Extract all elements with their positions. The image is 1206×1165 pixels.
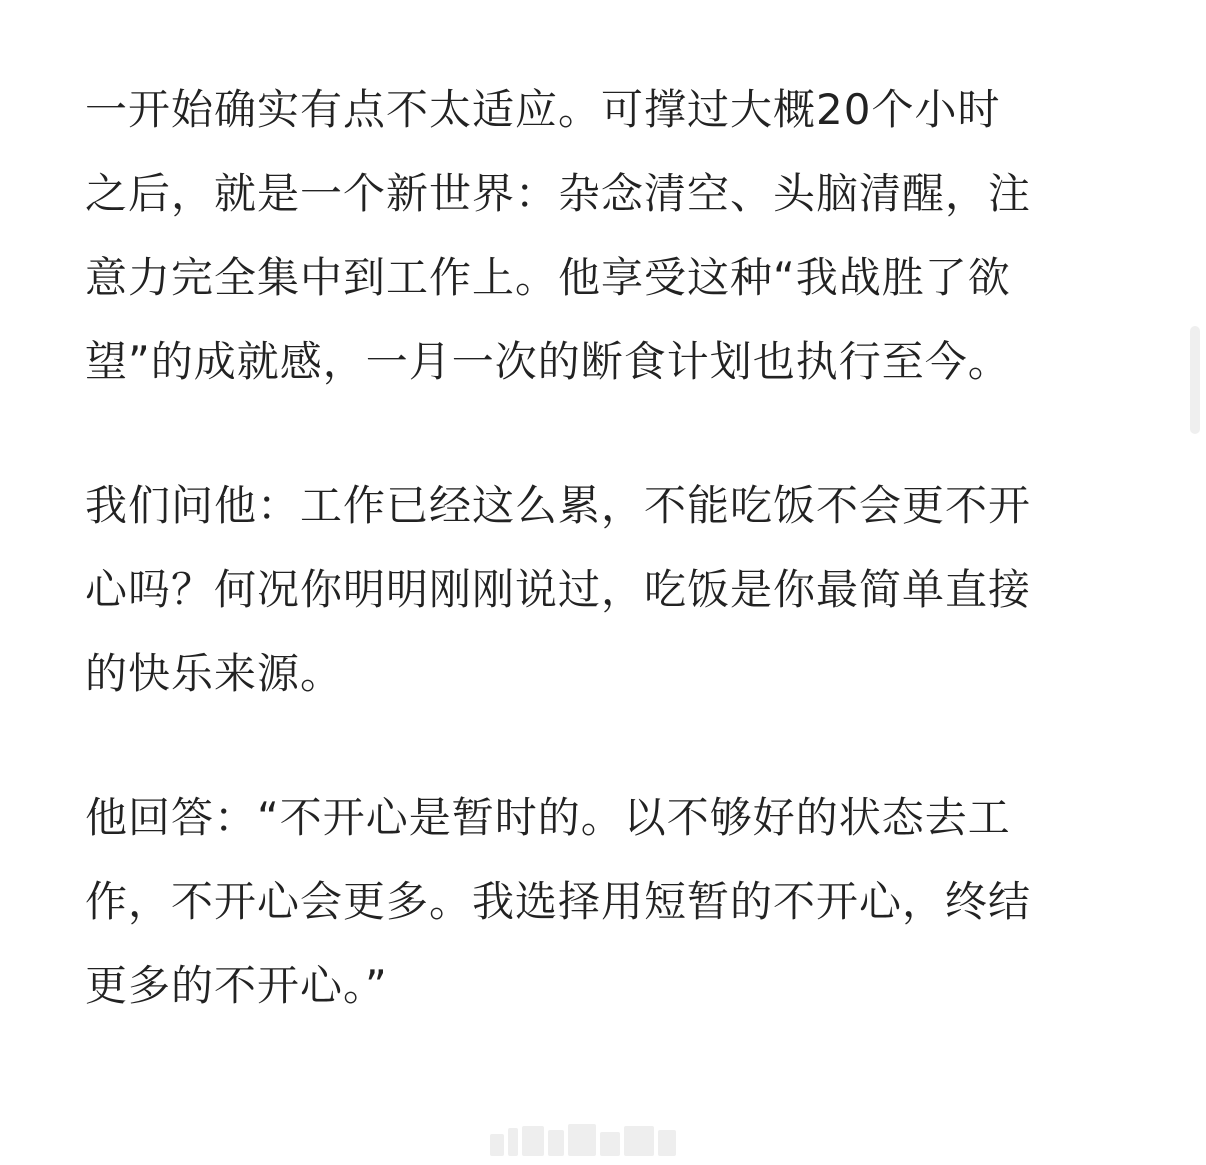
text-line: 他回答：“不开心是暂时的。以不够好的状态去工 bbox=[85, 793, 1011, 842]
watermark-logo bbox=[490, 1124, 720, 1156]
article-body bbox=[85, 68, 1125, 1028]
scrollbar-thumb[interactable] bbox=[1190, 326, 1200, 434]
paragraph-3 bbox=[85, 776, 1125, 1028]
text-line: 一开始确实有点不太适应。可撑过大概20个小时 bbox=[85, 85, 1001, 134]
paragraph-2 bbox=[85, 464, 1125, 716]
text-line: 作，不开心会更多。我选择用短暂的不开心，终结 bbox=[85, 877, 1032, 926]
text-line: 意力完全集中到工作上。他享受这种“我战胜了欲 bbox=[85, 253, 1011, 302]
text-line: 心吗？何况你明明刚刚说过，吃饭是你最简单直接 bbox=[85, 565, 1032, 614]
paragraph-1 bbox=[85, 68, 1125, 404]
text-line: 我们问他：工作已经这么累，不能吃饭不会更不开 bbox=[85, 481, 1032, 530]
text-line: 望”的成就感，一月一次的断食计划也执行至今。 bbox=[85, 337, 1011, 386]
text-line: 更多的不开心。” bbox=[85, 961, 388, 1010]
text-line: 的快乐来源。 bbox=[85, 649, 344, 698]
text-line: 之后，就是一个新世界：杂念清空、头脑清醒，注 bbox=[85, 169, 1032, 218]
